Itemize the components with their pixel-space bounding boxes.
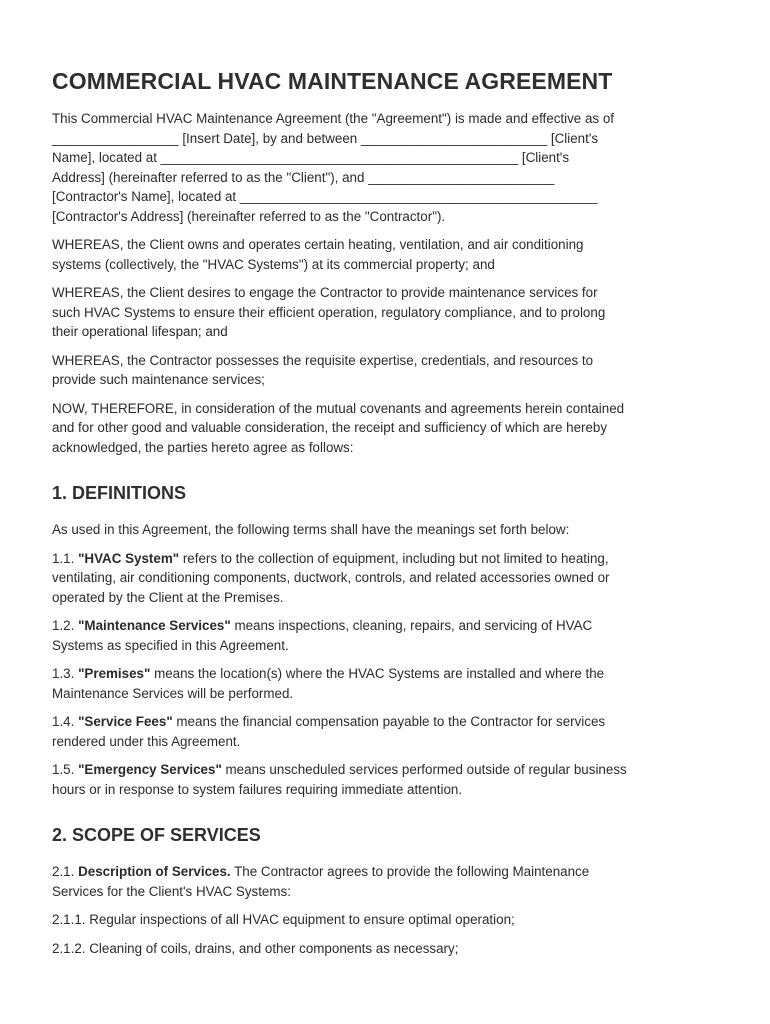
intro-line: Name], located at ________________________________________________ [Client's	[52, 150, 570, 165]
intro-line: Address] (hereinafter referred to as the "Client"), and _________________________	[52, 169, 555, 185]
intro-line: _________________ [Insert Date], by and between _________________________ [Client's	[52, 130, 599, 146]
scope-item	[52, 862, 724, 901]
recital-line: WHEREAS, the Client desires to engage the Contractor to provide maintenance services for	[52, 285, 598, 300]
recital-line: NOW, THEREFORE, in consideration of the mutual covenants and agreements herein contained	[52, 400, 625, 416]
recital-line: systems (collectively, the "HVAC Systems") at its commercial property; and	[52, 256, 495, 272]
recital-paragraph	[52, 399, 724, 458]
recital-paragraph	[52, 351, 724, 390]
item-text: means the location(s) where the HVAC Systems are installed and where the	[150, 666, 605, 681]
item-text: Maintenance Services will be performed.	[52, 685, 294, 701]
defined-term: "Emergency Services"	[78, 762, 222, 777]
section-heading-scope: 2. SCOPE OF SERVICES	[52, 825, 261, 845]
item-text: refers to the collection of equipment, including but not limited to heating,	[179, 550, 609, 566]
intro-line: [Contractor's Address] (hereinafter referred to as the "Contractor").	[52, 208, 446, 224]
defined-term: "Service Fees"	[78, 714, 173, 729]
intro-line: This Commercial HVAC Maintenance Agreement (the "Agreement") is made and effective as of	[52, 111, 614, 126]
recital-line: and for other good and valuable consideration, the receipt and sufficiency of which are hereby	[52, 420, 608, 435]
item-number: 1.2.	[52, 618, 75, 633]
item-number: 1.4.	[52, 714, 75, 729]
recital-line: WHEREAS, the Contractor possesses the requisite expertise, credentials, and resources to	[52, 352, 594, 368]
recital-line: such HVAC Systems to ensure their efficient operation, regulatory compliance, and to prolong	[52, 304, 606, 320]
definition-item	[52, 616, 724, 655]
intro-line: [Contractor's Name], located at ________________________________________________	[52, 189, 598, 204]
item-text: means the financial compensation payable to the Contractor for services	[172, 714, 606, 729]
recital-line: their operational lifespan; and	[52, 324, 228, 339]
recital-paragraph	[52, 235, 724, 274]
scope-subitem: 2.1.2. Cleaning of coils, drains, and other components as necessary;	[52, 940, 459, 956]
document-page	[52, 68, 724, 967]
section-heading-definitions: 1. DEFINITIONS	[52, 483, 187, 503]
item-text: means inspections, cleaning, repairs, and servicing of HVAC	[230, 618, 593, 633]
item-text: means unscheduled services performed outside of regular business	[221, 762, 627, 777]
item-text: hours or in response to system failures requiring immediate attention.	[52, 781, 463, 797]
definition-item	[52, 664, 724, 703]
defined-term: "Maintenance Services"	[78, 618, 231, 633]
item-text: rendered under this Agreement.	[52, 733, 241, 749]
item-number: 1.5.	[52, 762, 75, 777]
item-text: Services for the Client's HVAC Systems:	[52, 883, 291, 899]
item-number: 1.3.	[52, 666, 75, 681]
recital-line: acknowledged, the parties hereto agree as follows:	[52, 439, 354, 455]
defined-term: "Premises"	[78, 666, 151, 681]
definitions-lead: As used in this Agreement, the following terms shall have the meanings set forth below:	[52, 522, 570, 537]
definition-item	[52, 549, 724, 608]
recital-paragraph	[52, 283, 724, 342]
item-text: The Contractor agrees to provide the following Maintenance	[230, 864, 590, 879]
recital-line: WHEREAS, the Client owns and operates certain heating, ventilation, and air conditioning	[52, 237, 584, 252]
item-text: ventilating, air conditioning components, ductwork, controls, and related accessories owned or	[52, 570, 610, 585]
recital-line: provide such maintenance services;	[52, 372, 265, 387]
scope-subitem: 2.1.1. Regular inspections of all HVAC equipment to ensure optimal operation;	[52, 912, 515, 927]
definition-item	[52, 760, 724, 799]
item-text: operated by the Client at the Premises.	[52, 589, 284, 605]
item-number: 2.1.	[52, 864, 75, 879]
item-text: Systems as specified in this Agreement.	[52, 637, 289, 653]
item-heading: Description of Services.	[78, 864, 231, 879]
intro-paragraph	[52, 109, 724, 226]
defined-term: "HVAC System"	[78, 550, 180, 566]
document-title: COMMERCIAL HVAC MAINTENANCE AGREEMENT	[52, 68, 613, 94]
item-number: 1.1.	[52, 550, 75, 566]
definition-item	[52, 712, 724, 751]
